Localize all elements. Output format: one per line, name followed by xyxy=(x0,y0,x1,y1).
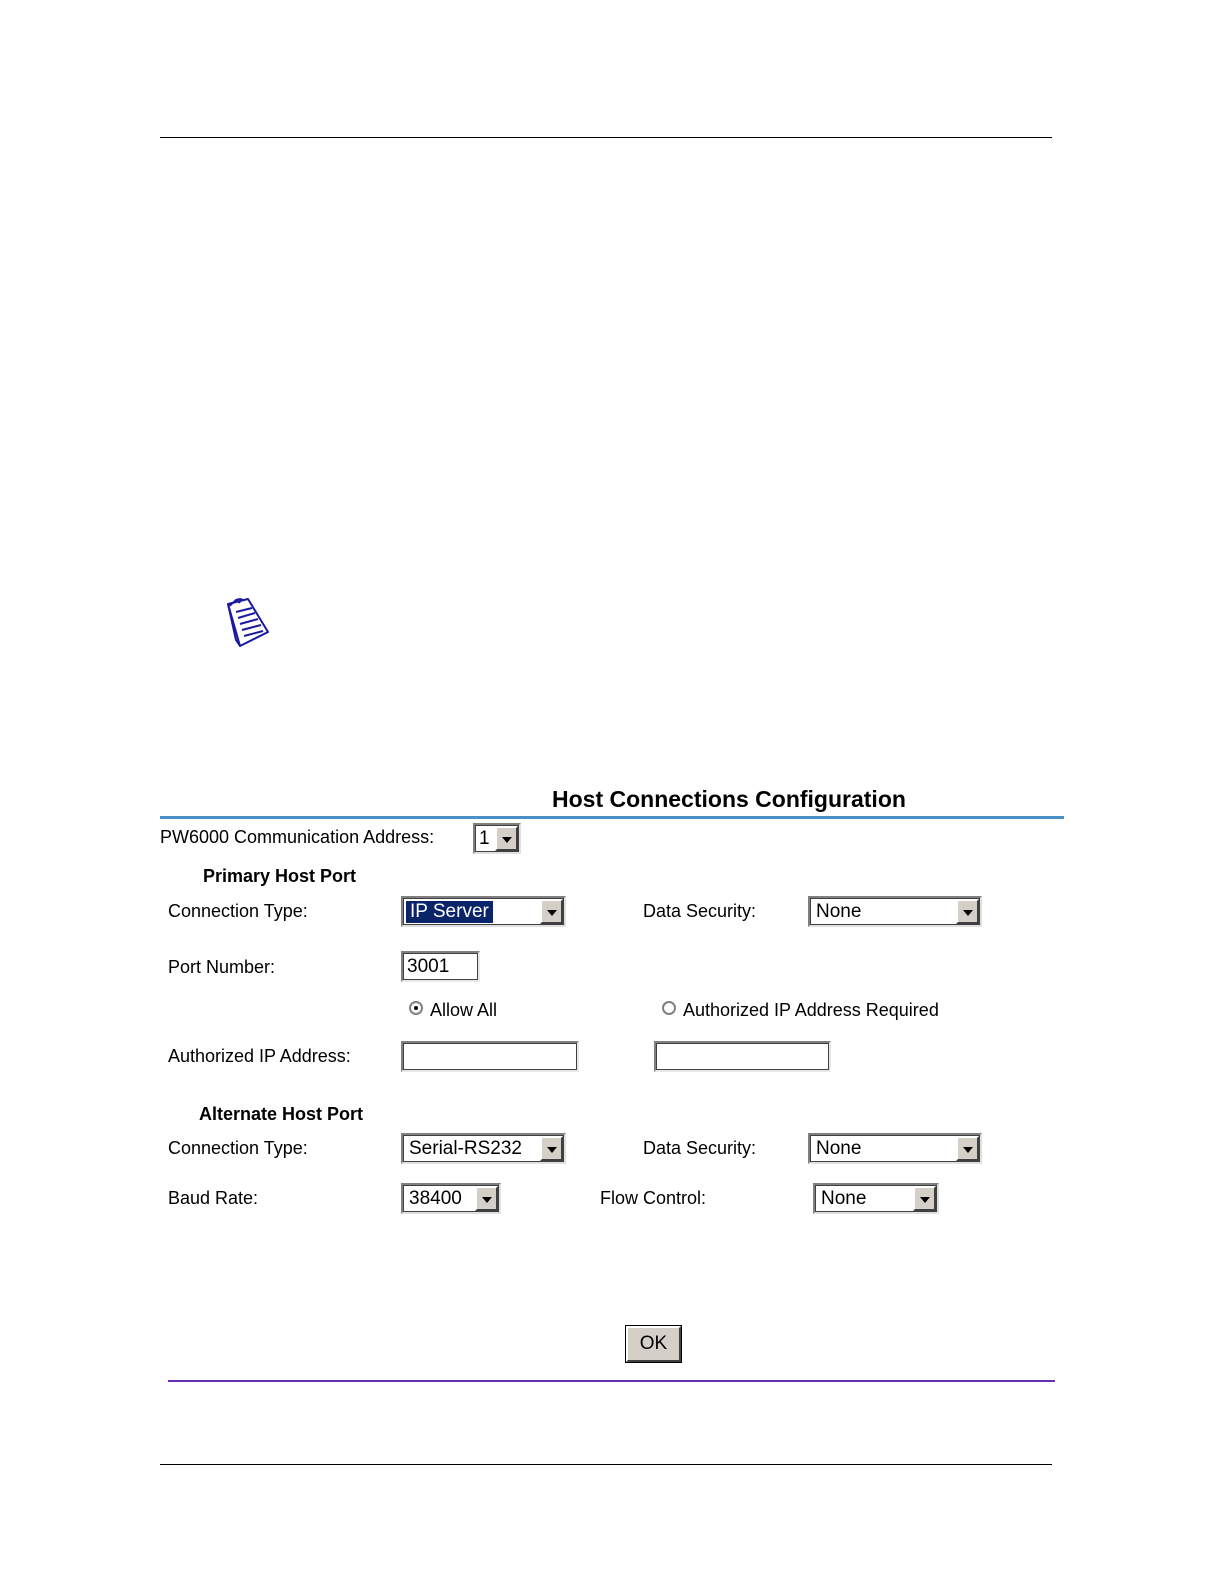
flow-control-label: Flow Control: xyxy=(600,1188,707,1208)
alternate-data-security-value: None xyxy=(816,1138,862,1159)
chevron-down-icon xyxy=(920,1197,930,1203)
note-icon xyxy=(222,596,274,652)
comm-address-select[interactable] xyxy=(473,823,521,854)
flow-control-select[interactable] xyxy=(813,1183,939,1214)
baud-rate-label: Baud Rate: xyxy=(168,1188,259,1208)
allow-all-radio[interactable] xyxy=(409,1001,423,1015)
dialog-title: Host Connections Configuration xyxy=(552,786,906,812)
alternate-data-security-select[interactable] xyxy=(808,1133,982,1164)
baud-rate-value: 38400 xyxy=(409,1188,462,1209)
page-header-rule xyxy=(160,137,1052,138)
authorized-ip-input-1[interactable] xyxy=(401,1041,579,1072)
chevron-down-icon xyxy=(482,1197,492,1203)
alternate-connection-type-label: Connection Type: xyxy=(168,1138,308,1158)
auth-required-label: Authorized IP Address Required xyxy=(683,1000,939,1020)
primary-data-security-select[interactable] xyxy=(808,896,982,927)
alternate-connection-type-value: Serial-RS232 xyxy=(409,1138,522,1159)
primary-connection-type-dropdown-button[interactable] xyxy=(540,899,563,924)
alternate-data-security-dropdown-button[interactable] xyxy=(956,1136,979,1161)
primary-data-security-dropdown-button[interactable] xyxy=(956,899,979,924)
chevron-down-icon xyxy=(963,1147,973,1153)
baud-rate-dropdown-button[interactable] xyxy=(475,1186,498,1211)
dialog-footer-rule xyxy=(168,1380,1055,1382)
alternate-host-heading: Alternate Host Port xyxy=(199,1104,364,1124)
primary-connection-type-value: IP Server xyxy=(406,901,493,923)
alternate-data-security-label: Data Security: xyxy=(643,1138,757,1158)
flow-control-value: None xyxy=(821,1188,867,1209)
primary-connection-type-select[interactable] xyxy=(401,896,566,927)
port-number-label: Port Number: xyxy=(168,957,276,977)
comm-address-dropdown-button[interactable] xyxy=(495,826,518,851)
alternate-connection-type-dropdown-button[interactable] xyxy=(540,1136,563,1161)
alternate-connection-type-select[interactable] xyxy=(401,1133,566,1164)
ok-button[interactable]: OK xyxy=(626,1326,681,1362)
authorized-ip-label: Authorized IP Address: xyxy=(168,1046,351,1066)
port-number-input[interactable] xyxy=(401,951,480,982)
chevron-down-icon xyxy=(502,837,512,843)
page-footer-rule xyxy=(160,1464,1052,1465)
comm-address-label: PW6000 Communication Address: xyxy=(160,827,435,847)
allow-all-label: Allow All xyxy=(430,1000,498,1020)
chevron-down-icon xyxy=(547,910,557,916)
chevron-down-icon xyxy=(963,910,973,916)
primary-data-security-value: None xyxy=(816,901,862,922)
primary-data-security-label: Data Security: xyxy=(643,901,757,921)
auth-required-radio[interactable] xyxy=(662,1001,676,1015)
title-rule xyxy=(160,816,1064,819)
chevron-down-icon xyxy=(547,1147,557,1153)
baud-rate-select[interactable] xyxy=(401,1183,501,1214)
primary-host-heading: Primary Host Port xyxy=(203,866,357,886)
authorized-ip-input-2[interactable] xyxy=(654,1041,831,1072)
flow-control-dropdown-button[interactable] xyxy=(913,1186,936,1211)
primary-connection-type-label: Connection Type: xyxy=(168,901,308,921)
comm-address-value: 1 xyxy=(479,828,490,849)
